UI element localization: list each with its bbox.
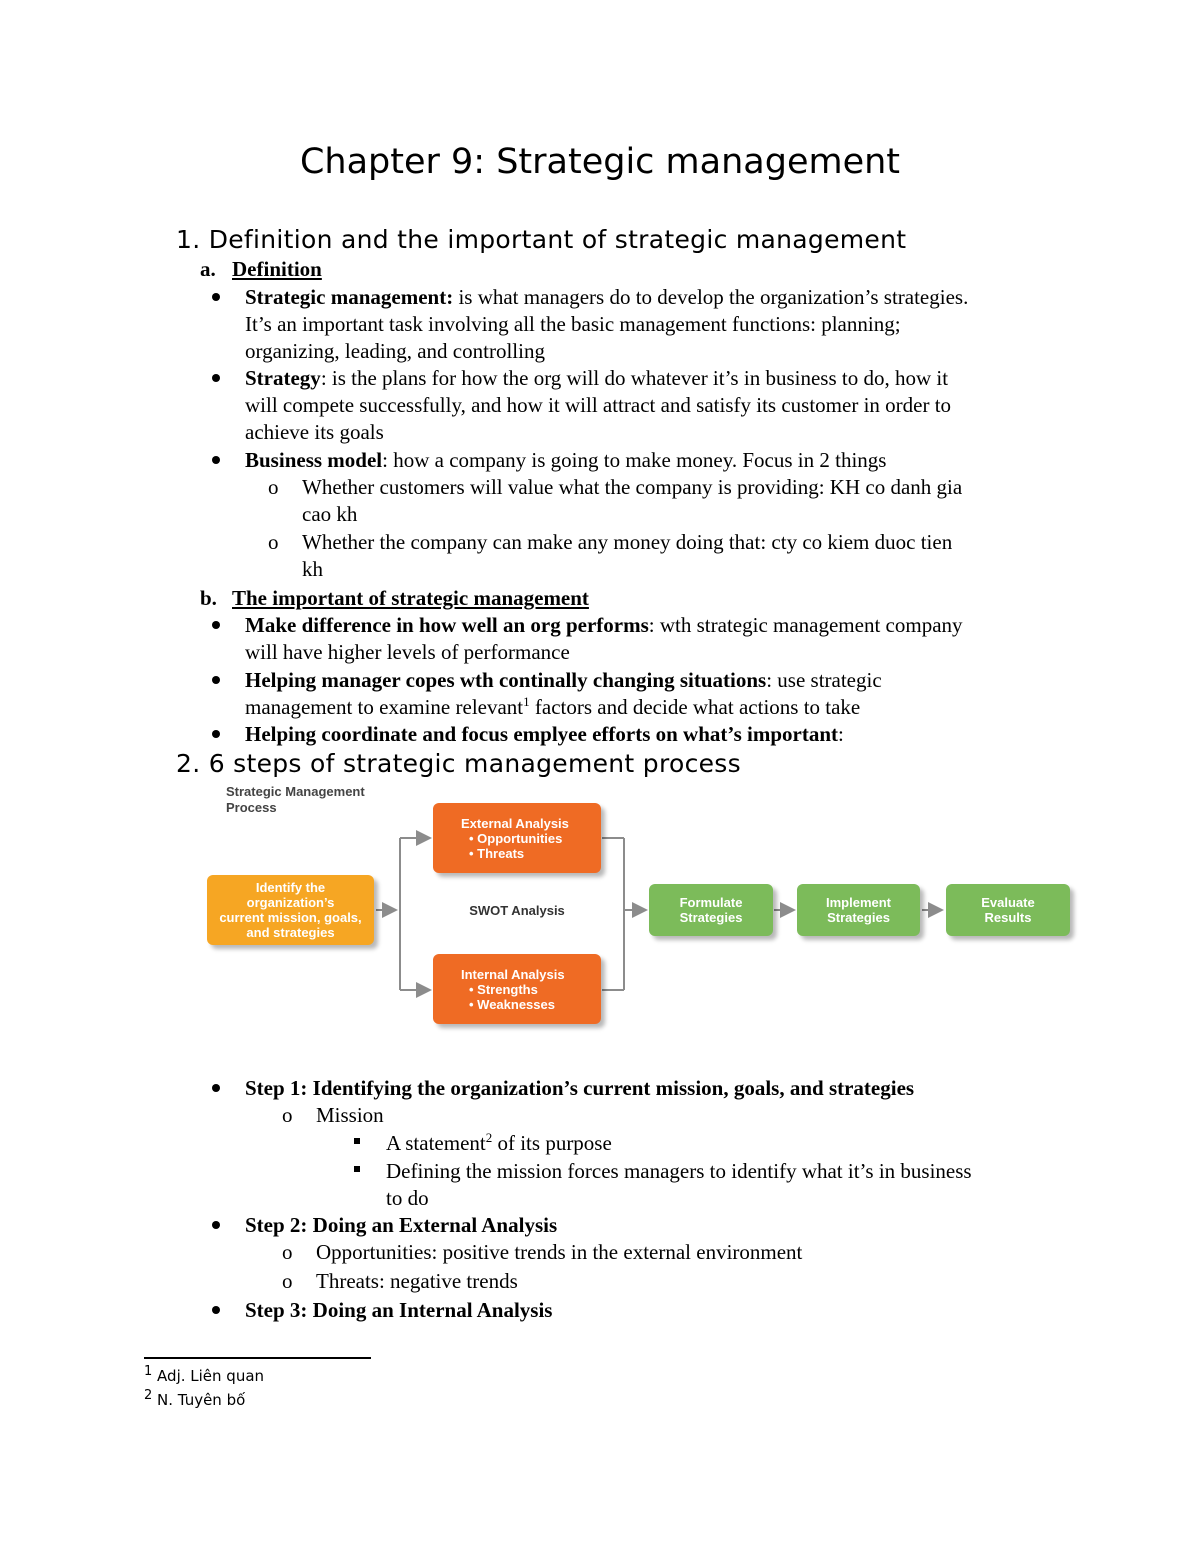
box-line: Identify the (255, 880, 326, 895)
text-line: : use strategic (766, 668, 882, 692)
sub-item-mission: Mission (316, 1103, 384, 1127)
text-line: cao kh (302, 502, 358, 526)
implement-strategies-box (797, 884, 920, 936)
text-line: Whether the company can make any money doing that: cty co kiem duoc tien (302, 530, 953, 554)
box-line: Strategies (679, 910, 743, 925)
section-1-heading: 1. Definition and the important of strategic management (176, 225, 907, 254)
list-item-strategic-management (245, 284, 1145, 365)
term: Helping manager copes wth continally changing situations (245, 668, 767, 692)
identify-mission-box (207, 875, 374, 945)
text-line: achieve its goals (245, 420, 384, 444)
text-line: : (838, 722, 844, 746)
list-item-helping-coordinate (245, 721, 1145, 748)
subsub-item (386, 1158, 1176, 1212)
footnote-text: N. Tuyên bố (152, 1391, 246, 1409)
box-line: organization’s (246, 895, 335, 910)
list-item-make-difference (245, 612, 1145, 666)
subsub-item (386, 1130, 1176, 1157)
sub-item (302, 474, 1162, 528)
step-1: Step 1: Identifying the organization’s current mission, goals, and strategies (245, 1076, 915, 1100)
term: Make difference in how well an org performs (245, 613, 649, 637)
box-line: Results (984, 910, 1032, 925)
footnote-separator (144, 1357, 371, 1359)
text-line: : wth strategic management company (648, 613, 963, 637)
box-item: • Opportunities (469, 830, 563, 846)
box-line: Implement (825, 895, 891, 910)
diagram-title-line: Process (226, 800, 277, 815)
text-line: factors and decide what actions to take (529, 695, 861, 719)
footnote-number: 1 (144, 1364, 153, 1379)
diagram-title-line: Strategic Management (226, 784, 365, 799)
text-line: management to examine relevant (245, 695, 524, 719)
diagram-title (226, 784, 426, 816)
sub-marker: o (282, 1103, 293, 1127)
formulate-strategies-box (649, 884, 773, 936)
box-line: Strategies (827, 910, 890, 925)
term: Strategy (245, 366, 321, 390)
sub-item-threats: Threats: negative trends (316, 1269, 518, 1293)
square-bullet-icon (354, 1138, 360, 1144)
subsection-a-label: Definition (232, 257, 322, 281)
section-2-heading: 2. 6 steps of strategic management process (176, 749, 741, 778)
bullet-icon (212, 456, 220, 464)
box-line: and strategies (246, 925, 335, 940)
internal-analysis-box (433, 954, 601, 1024)
box-line: Formulate (679, 895, 743, 910)
text-line: Defining the mission forces managers to identify what it’s in business (386, 1159, 972, 1183)
text-line: kh (302, 557, 323, 581)
text-line: will compete successfully, and how it will attract and satisfy its customer in order to (245, 393, 952, 417)
footnote-text: Adj. Liên quan (152, 1367, 265, 1385)
subsection-a-marker: a. (200, 257, 216, 281)
step-2: Step 2: Doing an External Analysis (245, 1213, 558, 1237)
sub-marker: o (282, 1240, 293, 1264)
bullet-icon (212, 1084, 220, 1092)
box-title: Internal Analysis (461, 966, 565, 982)
external-analysis-box (433, 803, 601, 873)
term: Business model (245, 448, 383, 472)
step-3: Step 3: Doing an Internal Analysis (245, 1298, 553, 1322)
sub-item (302, 529, 1162, 583)
text-line: : how a company is going to make money. Focus in 2 things (382, 448, 887, 472)
page-title: Chapter 9: Strategic management (299, 142, 901, 182)
footnote-ref: 1 (523, 694, 530, 709)
bullet-icon (212, 374, 220, 382)
swot-analysis-label: SWOT Analysis (469, 903, 565, 918)
square-bullet-icon (354, 1166, 360, 1172)
text-line: Whether customers will value what the company is providing: KH co danh gia (302, 475, 963, 499)
box-item: • Threats (469, 845, 525, 861)
sub-marker: o (282, 1269, 293, 1293)
bullet-icon (212, 1221, 220, 1229)
sub-item-opportunities: Opportunities: positive trends in the external environment (316, 1240, 803, 1264)
text-line: will have higher levels of performance (245, 640, 570, 664)
text-line: of its purpose (492, 1131, 612, 1155)
footnote-2 (144, 1389, 245, 1411)
text-line: is what managers do to develop the organization’s strategies. (453, 285, 969, 309)
footnote-ref: 2 (485, 1130, 493, 1145)
box-title: External Analysis (461, 815, 569, 831)
footnote-number: 2 (144, 1388, 153, 1403)
box-item: • Strengths (469, 981, 538, 997)
term: Helping coordinate and focus emplyee efforts on what’s important (245, 722, 839, 746)
bullet-icon (212, 293, 220, 301)
bullet-icon (212, 1306, 220, 1314)
bullet-icon (212, 621, 220, 629)
text-line: organizing, leading, and controlling (245, 339, 545, 363)
text-line: A statement (386, 1131, 486, 1155)
term: Strategic management: (245, 285, 454, 309)
bullet-icon (212, 730, 220, 738)
list-item-helping-manager (245, 667, 1145, 721)
footnote-1 (144, 1365, 264, 1387)
box-line: current mission, goals, (219, 910, 362, 925)
sub-marker: o (268, 475, 279, 499)
subsection-b-marker: b. (200, 586, 217, 610)
text-line: It’s an important task involving all the basic management functions: planning; (245, 312, 901, 336)
text-line: : is the plans for how the org will do whatever it’s in business to do, how it (320, 366, 949, 390)
box-item: • Weaknesses (469, 996, 555, 1012)
list-item-business-model (245, 447, 1145, 474)
sub-marker: o (268, 530, 279, 554)
text-line: to do (386, 1186, 429, 1210)
subsection-b-label: The important of strategic management (232, 586, 589, 610)
bullet-icon (212, 676, 220, 684)
box-line: Evaluate (981, 895, 1035, 910)
list-item-strategy (245, 365, 1145, 446)
evaluate-results-box (946, 884, 1070, 936)
